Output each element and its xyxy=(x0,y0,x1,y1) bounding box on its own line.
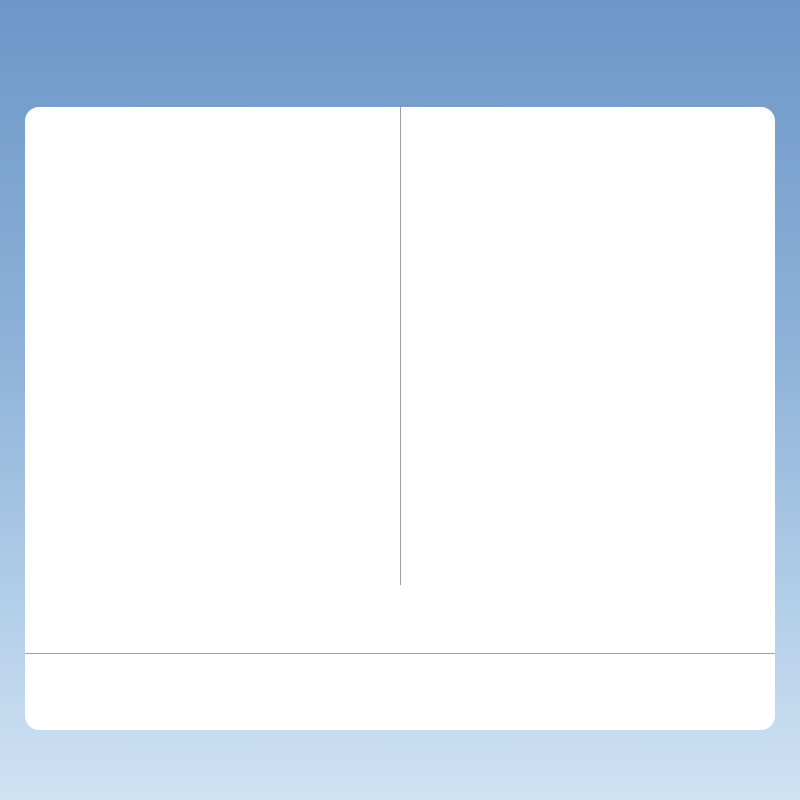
column-divider xyxy=(400,107,401,585)
table-row-package-list xyxy=(25,654,775,730)
table-row-items-size xyxy=(25,585,775,654)
spec-table xyxy=(25,107,775,730)
